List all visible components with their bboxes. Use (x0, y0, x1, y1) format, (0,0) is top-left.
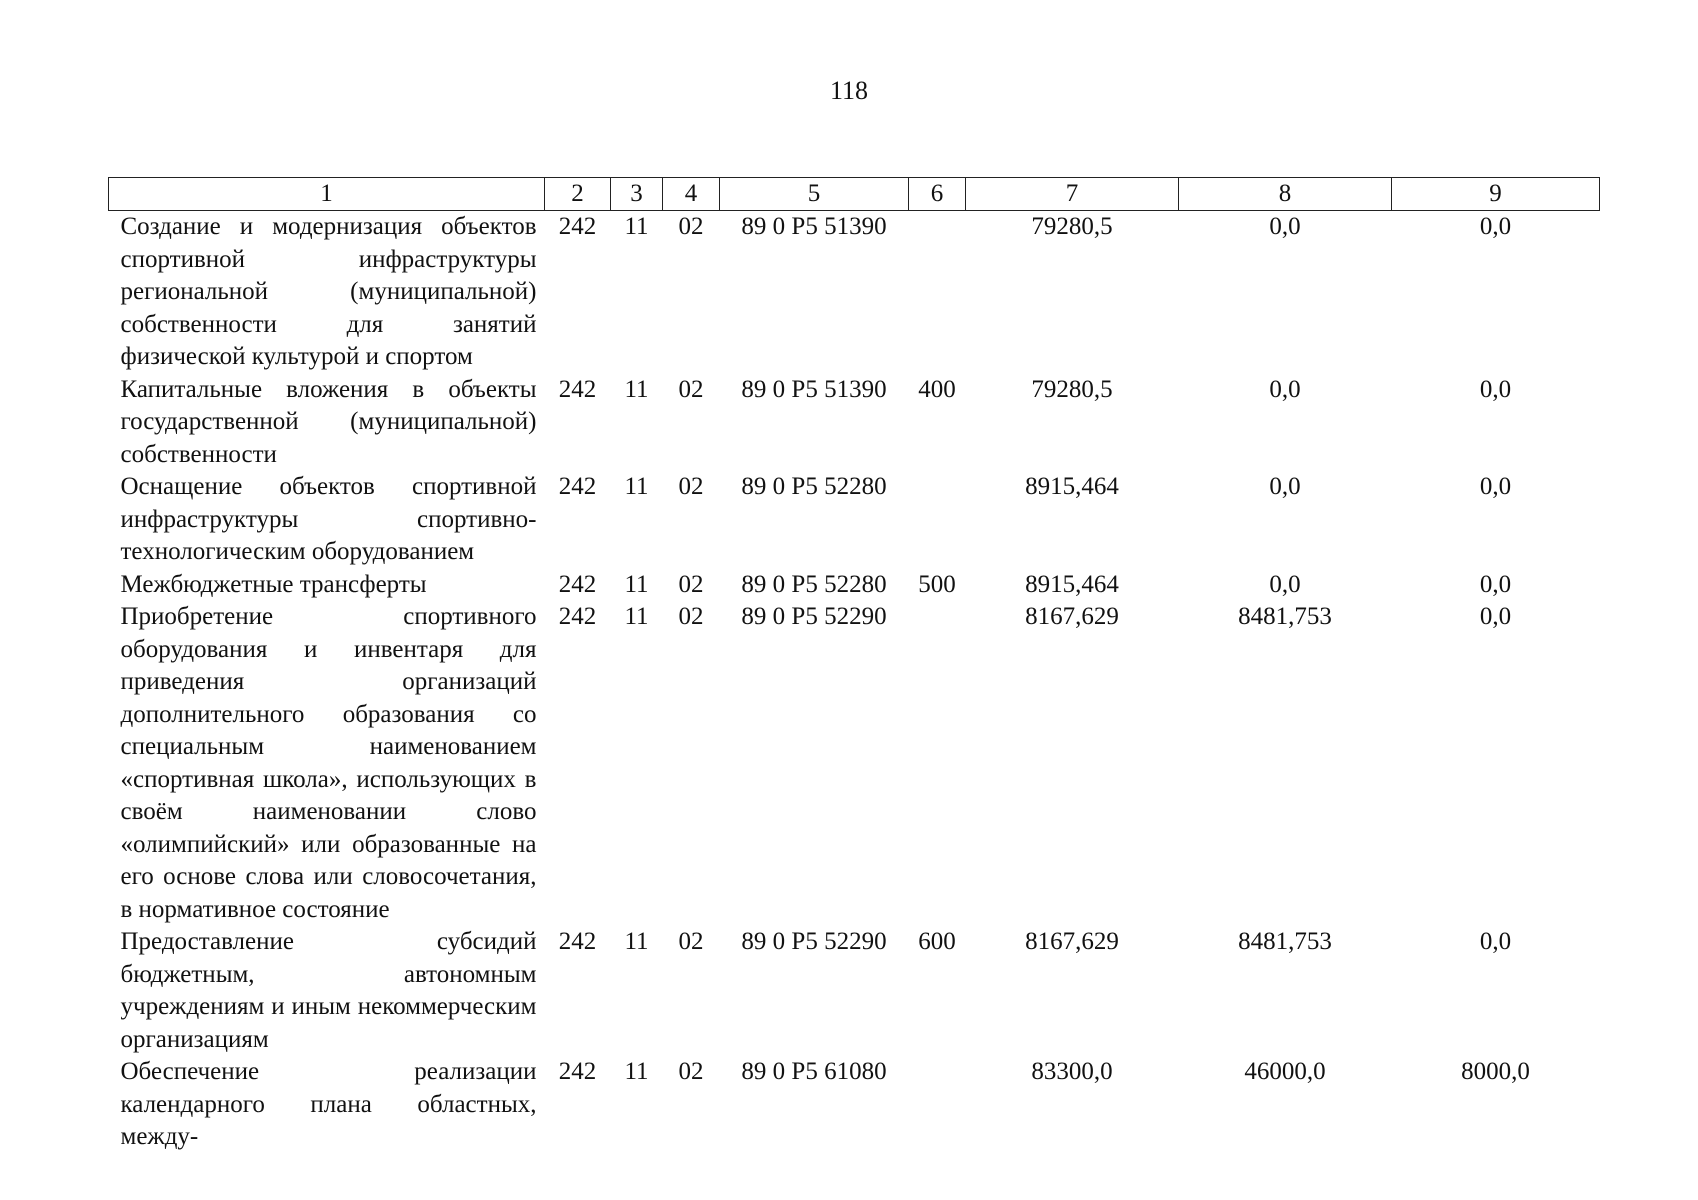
table-header-row (109, 178, 1600, 211)
cell-col8: 8481,753 (1238, 928, 1332, 955)
cell-col8: 0,0 (1269, 213, 1301, 240)
cell-col9: 0,0 (1479, 570, 1512, 598)
cell-col6 (909, 1056, 966, 1154)
column-header: 9 (1392, 178, 1600, 211)
row-description: Предоставление субсидий бюджетным, автономным учреждениям и иным некоммерческим организациям (120, 928, 537, 1053)
cell-col3: 11 (624, 375, 649, 403)
column-header: 5 (720, 178, 909, 211)
cell-col7: 83300,0 (1031, 1058, 1113, 1085)
cell-col5: 89 0 P5 51390 (741, 213, 887, 240)
cell-col8: 0,0 (1269, 473, 1301, 500)
cell-col9: 0,0 (1479, 375, 1512, 403)
table-row (109, 569, 1600, 602)
cell-col3: 11 (624, 473, 649, 500)
cell-col5: 89 0 P5 52280 (741, 570, 887, 598)
cell-col3: 11 (624, 603, 649, 630)
cell-col2: 242 (558, 213, 597, 240)
cell-col5: 89 0 P5 51390 (741, 375, 887, 403)
cell-col6: 500 (918, 570, 956, 598)
cell-col5: 89 0 P5 52290 (741, 603, 887, 630)
cell-col2: 242 (558, 1058, 597, 1085)
column-header: 1 (109, 178, 545, 211)
row-description: Создание и модернизация объектов спортивной инфраструктуры региональной (муниципальной) собственности для занятий физической культурой и спортом (120, 213, 537, 370)
cell-col9: 8000,0 (1461, 1058, 1530, 1085)
cell-col3: 11 (624, 1058, 649, 1085)
cell-col6: 600 (918, 928, 956, 955)
cell-col4: 02 (678, 213, 704, 240)
cell-col3: 11 (624, 570, 649, 598)
column-header: 6 (909, 178, 966, 211)
cell-col9: 0,0 (1479, 213, 1512, 240)
cell-col5: 89 0 P5 52280 (741, 473, 887, 500)
cell-col4: 02 (678, 375, 704, 403)
table-row (109, 471, 1600, 569)
table-row (109, 211, 1600, 374)
table-row (109, 374, 1600, 472)
row-description: Капитальные вложения в объекты государственной (муниципальной) собственности (120, 375, 537, 468)
cell-col8: 0,0 (1269, 375, 1301, 403)
cell-col4: 02 (678, 603, 704, 630)
cell-col2: 242 (558, 375, 597, 403)
cell-col2: 242 (558, 473, 597, 500)
cell-col4: 02 (678, 928, 704, 955)
cell-col7: 79280,5 (1031, 213, 1113, 240)
cell-col6: 400 (918, 375, 956, 403)
cell-col9: 0,0 (1479, 928, 1512, 955)
cell-col9: 0,0 (1479, 603, 1512, 630)
cell-col6 (909, 211, 966, 374)
column-header: 4 (663, 178, 720, 211)
cell-col8: 46000,0 (1244, 1058, 1326, 1085)
cell-col8: 8481,753 (1238, 603, 1332, 630)
cell-col3: 11 (624, 928, 649, 955)
cell-col7: 8915,464 (1025, 570, 1119, 598)
cell-col4: 02 (678, 473, 704, 500)
column-header: 8 (1179, 178, 1392, 211)
column-header: 7 (966, 178, 1179, 211)
row-description: Оснащение объектов спортивной инфраструктуры спортивно-технологическим оборудованием (120, 473, 537, 565)
row-description: Приобретение спортивного оборудования и инвентаря для приведения организаций дополнительного образования со специальным наименованием «спортивная школа», использующих в своём наименовании слово «олимпийский» или образованные на его основе слова или словосочетания, в нормативное состояние (120, 603, 537, 923)
table-row (109, 926, 1600, 1056)
cell-col2: 242 (558, 603, 597, 630)
column-header: 3 (611, 178, 663, 211)
cell-col7: 79280,5 (1031, 375, 1113, 403)
cell-col5: 89 0 P5 52290 (741, 928, 887, 955)
budget-table (108, 177, 1600, 1154)
row-description: Межбюджетные трансферты (120, 570, 427, 598)
row-description: Обеспечение реализации календарного плана областных, между- (120, 1058, 537, 1150)
cell-col6 (909, 471, 966, 569)
cell-col4: 02 (678, 1058, 704, 1085)
column-header: 2 (545, 178, 611, 211)
cell-col6 (909, 601, 966, 926)
cell-col7: 8167,629 (1025, 603, 1119, 630)
page-number: 118 (829, 76, 869, 105)
table-row (109, 1056, 1600, 1154)
cell-col7: 8915,464 (1025, 473, 1119, 500)
table-row (109, 601, 1600, 926)
cell-col8: 0,0 (1269, 570, 1301, 598)
cell-col4: 02 (678, 570, 704, 598)
cell-col2: 242 (558, 570, 597, 598)
cell-col2: 242 (558, 928, 597, 955)
cell-col9: 0,0 (1479, 473, 1512, 500)
cell-col3: 11 (624, 213, 649, 240)
cell-col5: 89 0 P5 61080 (741, 1058, 887, 1085)
cell-col7: 8167,629 (1025, 928, 1119, 955)
